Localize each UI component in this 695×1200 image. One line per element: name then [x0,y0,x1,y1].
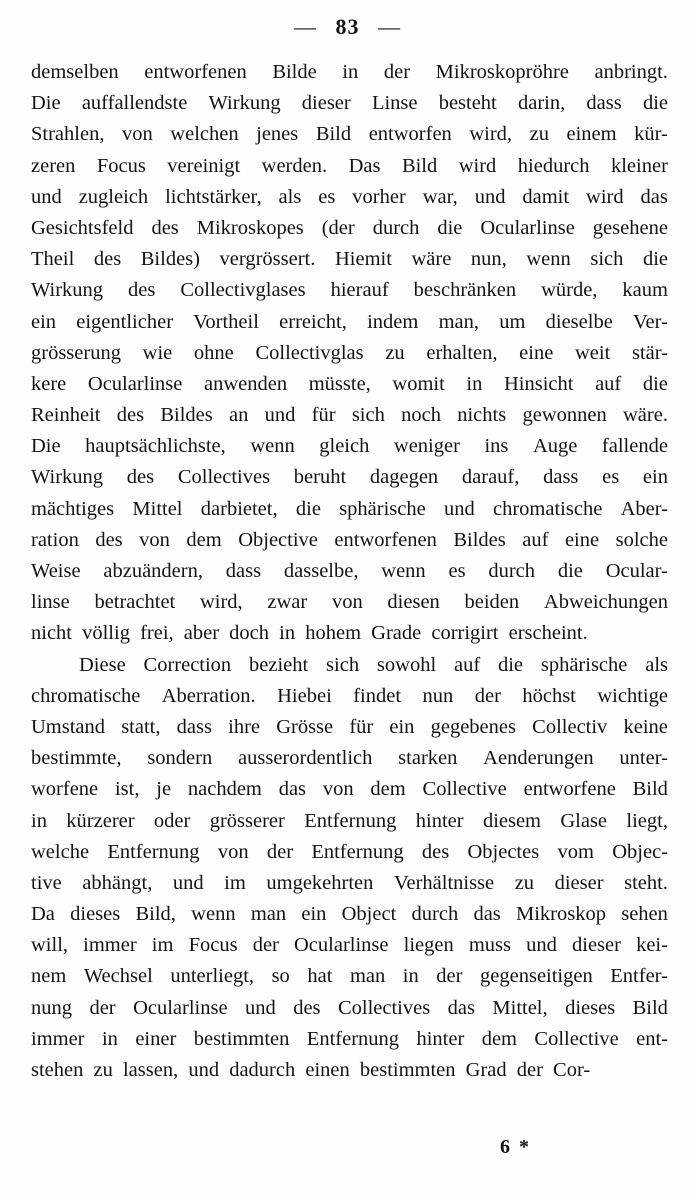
text-line: demselben entworfenen Bilde in der Mikroskopröhre anbringt. [31,61,668,83]
text-line: will, immer im Focus der Ocularlinse liegen muss und dieser kei- [31,934,668,957]
page-number: 83 [335,14,360,39]
text-line: Umstand statt, dass ihre Grösse für ein gegebenes Collectiv keine [31,715,668,738]
text-line: nicht völlig frei, aber doch in hohem Grade corrigirt erscheint. [31,622,588,645]
text-line: nem Wechsel unterliegt, so hat man in der gegenseitigen Entfer- [31,965,668,988]
header-dash-right: — [378,14,401,39]
paragraph [31,57,668,650]
text-line: worfene ist, je nachdem das von dem Collective entworfene Bild [31,778,668,801]
text-line: Theil des Bildes) vergrössert. Hiemit wäre nun, wenn sich die [31,248,668,271]
text-line: mächtiges Mittel darbietet, die sphärische und chromatische Aber- [31,497,668,520]
text-line: kere Ocularlinse anwenden müsste, womit in Hinsicht auf die [31,372,668,395]
text-line: linse betrachtet wird, zwar von diesen beiden Abweichungen [31,591,668,614]
text-line: welche Entfernung von der Entfernung des Objectes vom Objec- [31,840,668,863]
page-header [0,14,695,40]
text-line: nung der Ocularlinse und des Collectives das Mittel, dieses Bild [31,996,668,1019]
text-line: Wirkung des Collectivglases hierauf beschränken würde, kaum [31,279,668,302]
text-line: ein eigentlicher Vortheil erreicht, indem man, um dieselbe Ver- [31,310,668,333]
text-line: ration des von dem Objective entworfenen Bildes auf eine solche [31,528,668,551]
text-line: tive abhängt, und im umgekehrten Verhältnisse zu dieser steht. [31,871,668,894]
text-line: Strahlen, von welchen jenes Bild entworfen wird, zu einem kür- [31,123,668,146]
text-line: Gesichtsfeld des Mikroskopes (der durch die Ocularlinse gesehene [31,216,668,239]
text-line: Wirkung des Collectives beruht dagegen darauf, dass es ein [31,466,668,489]
header-dash-left: — [294,14,317,39]
text-line: und zugleich lichtstärker, als es vorher war, und damit wird das [31,185,668,208]
text-line: Die hauptsächlichste, wenn gleich weniger ins Auge fallende [31,435,668,458]
text-line: stehen zu lassen, und dadurch einen bestimmten Grad der Cor- [31,1059,591,1081]
text-line: in kürzerer oder grösserer Entfernung hinter diesem Glase liegt, [31,809,668,832]
text-line: Reinheit des Bildes an und für sich noch nichts gewonnen wäre. [31,404,668,427]
paragraph [31,650,668,1087]
text-line: bestimmte, sondern ausserordentlich starken Aenderungen unter- [31,747,668,770]
text-line: Diese Correction bezieht sich sowohl auf die sphärische als [79,653,668,676]
text-line: Da dieses Bild, wenn man ein Object durch das Mikroskop sehen [31,903,668,926]
text-line: Weise abzuändern, dass dasselbe, wenn es durch die Ocular- [31,560,668,582]
text-line: chromatische Aberration. Hiebei findet nun der höchst wichtige [31,684,668,707]
text-line: zeren Focus vereinigt werden. Das Bild wird hiedurch kleiner [31,154,668,177]
text-line: immer in einer bestimmten Entfernung hinter dem Collective ent- [31,1027,668,1050]
page-body [31,57,668,1086]
signature-mark: 6 * [500,1136,531,1158]
text-line: Die auffallendste Wirkung dieser Linse besteht darin, dass die [31,92,668,115]
text-line: grösserung wie ohne Collectivglas zu erhalten, eine weit stär- [31,341,668,364]
